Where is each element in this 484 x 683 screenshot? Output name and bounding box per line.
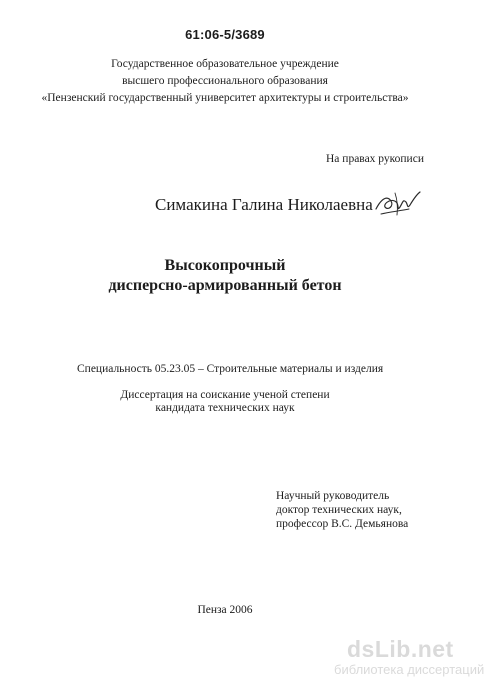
institution-line-2: высшего профессионального образования [122, 75, 328, 87]
watermark-subtitle: библиотека диссертаций [334, 662, 484, 677]
dissertation-line-1: Диссертация на соискание ученой степени [120, 389, 330, 401]
author-block [155, 193, 373, 223]
author-name: Симакина Галина Николаевна [155, 195, 373, 214]
advisor-block [276, 489, 408, 531]
city-year: Пенза 2006 [197, 604, 253, 616]
specialty: Специальность 05.23.05 – Строительные материалы и изделия [77, 363, 384, 375]
advisor-line-2: доктор технических наук, [276, 504, 402, 516]
institution-line-3: «Пензенский государственный университет архитектуры и строительства» [41, 92, 409, 104]
handwritten-signature [373, 187, 423, 219]
institution-line-1: Государственное образовательное учреждение [111, 58, 339, 70]
dissertation-line-2: кандидата технических наук [155, 402, 295, 414]
advisor-line-3: профессор В.С. Демьянова [276, 518, 409, 530]
document-code: 61:06-5/3689 [185, 27, 265, 42]
title-line-1: Высокопрочный [164, 257, 286, 274]
watermark-logo: dsLib.net [347, 636, 454, 662]
rights-note: На правах рукописи [326, 153, 424, 165]
title-line-2: дисперсно-армированный бетон [108, 277, 342, 294]
advisor-line-1: Научный руководитель [276, 490, 390, 502]
